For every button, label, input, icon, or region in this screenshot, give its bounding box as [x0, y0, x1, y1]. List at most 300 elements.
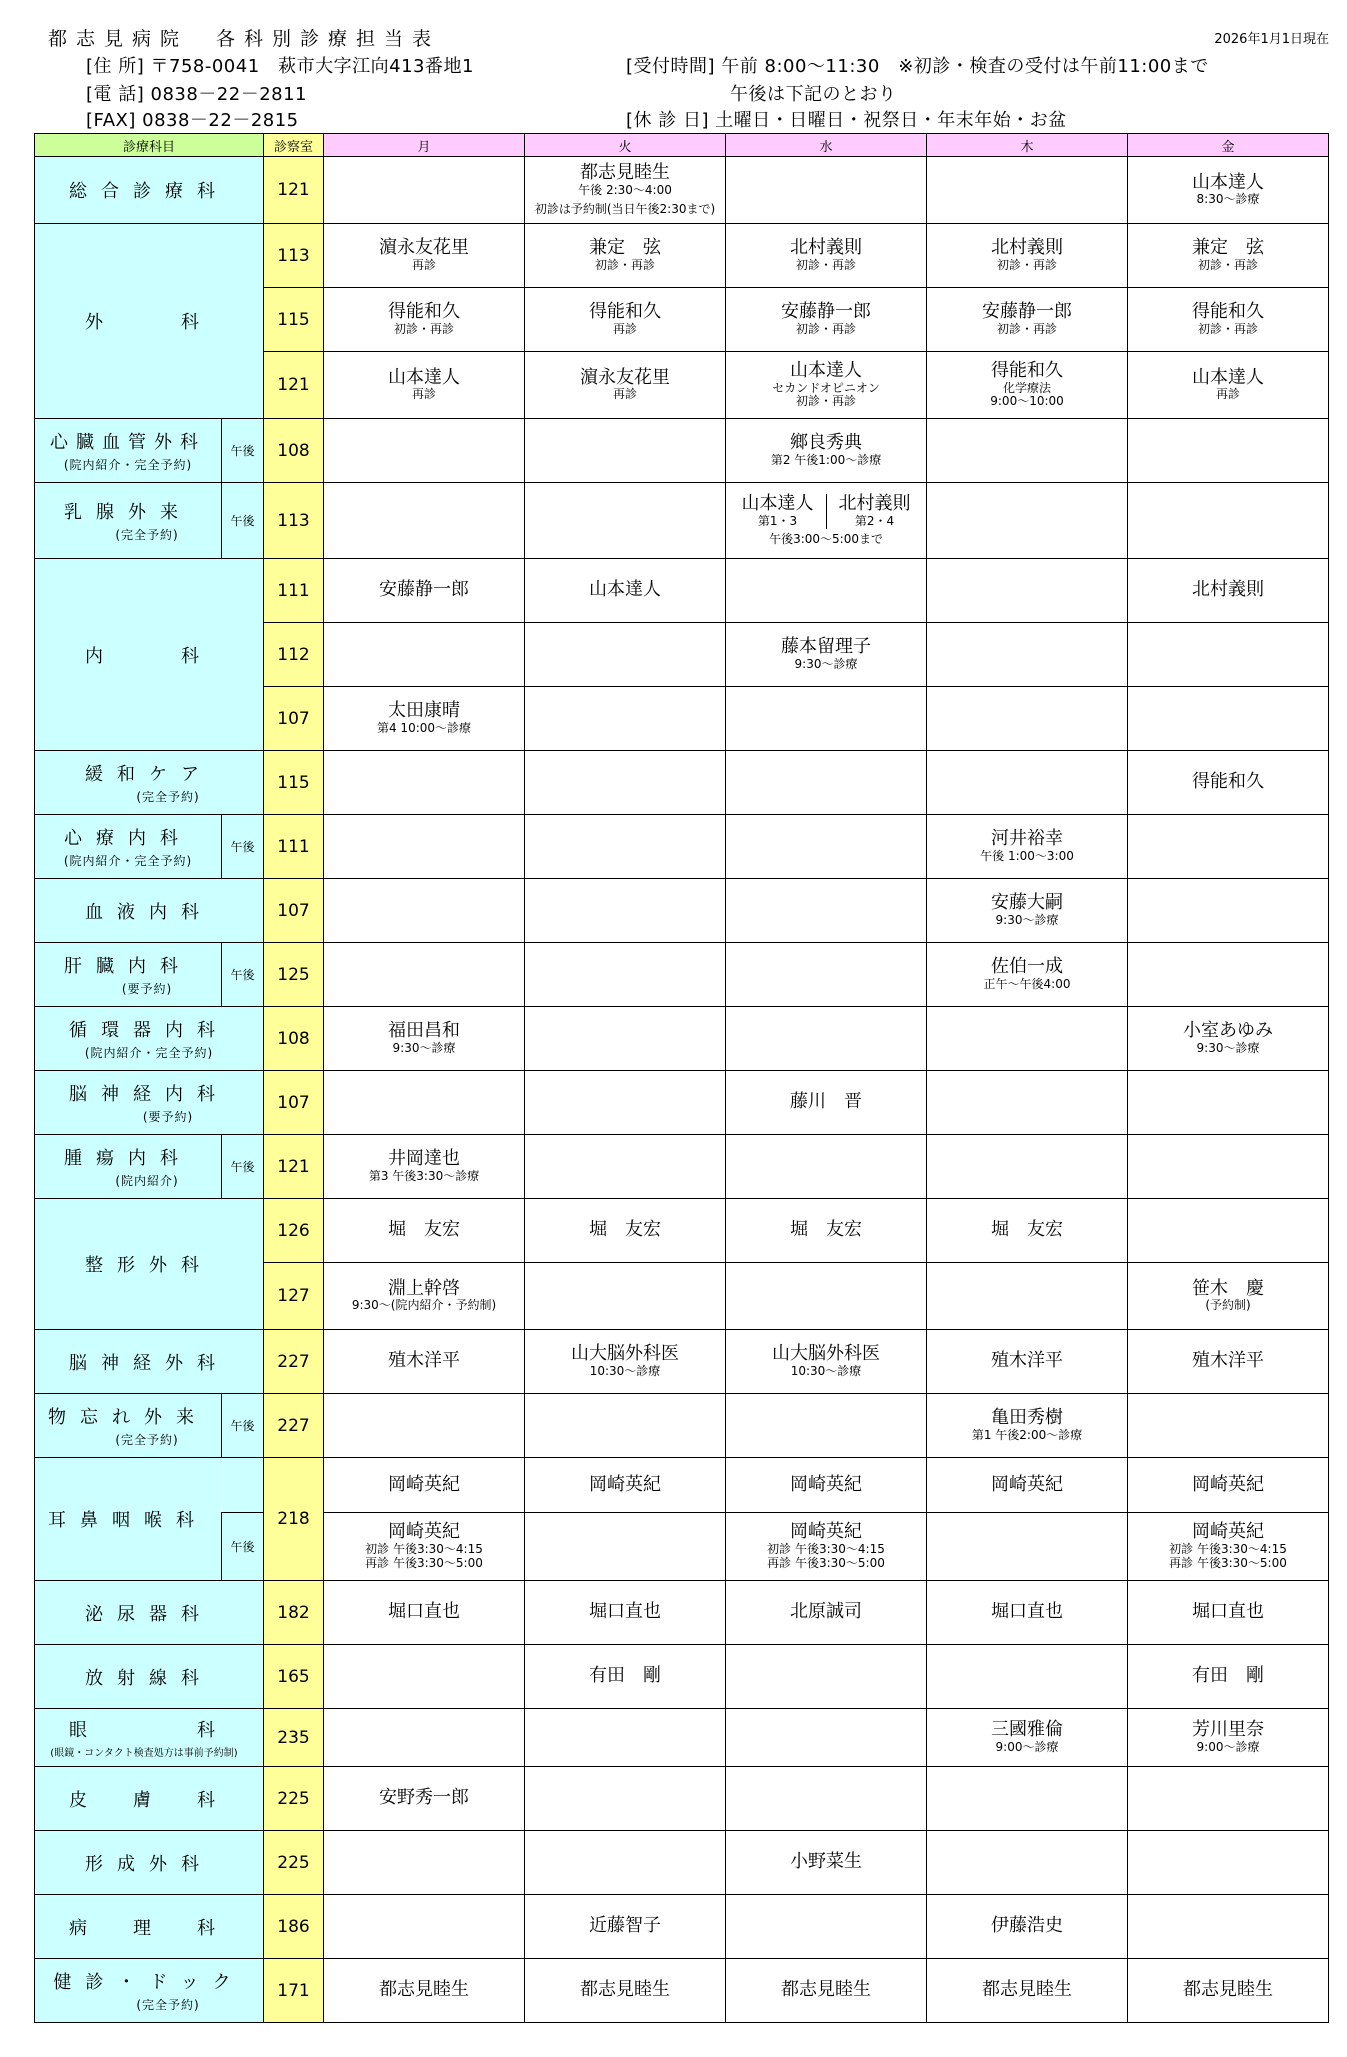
doctor-name: 山本達人: [589, 579, 662, 601]
table-row: [35, 1458, 1329, 1513]
cell-thu: [927, 687, 1128, 751]
doctor-name: 安藤静一郎: [781, 301, 872, 323]
cell-note: 初診・再診: [997, 321, 1058, 336]
table-row: [35, 1135, 1329, 1199]
cell-tue: [525, 687, 726, 751]
cell-mon: [324, 559, 525, 623]
doctor-name: 堀口直也: [388, 1601, 461, 1623]
cell-thu: [927, 1263, 1128, 1330]
doctor-name: 堀 友宏: [388, 1219, 461, 1241]
table-header-row: [35, 134, 1329, 157]
dept-name: [35, 1709, 264, 1767]
cell-mon: [324, 1263, 525, 1330]
table-row: [35, 157, 1329, 224]
dept-subnote: (院内紹介・完全予約): [63, 854, 193, 868]
cell-thu: [927, 352, 1128, 419]
table-row: [35, 943, 1329, 1007]
cell-wed: [726, 1263, 927, 1330]
cell-note: 10:30～診療: [589, 1363, 661, 1378]
dept-name: [35, 483, 222, 559]
cell-note: 初診・再診: [1198, 257, 1259, 272]
table-row: [35, 559, 1329, 623]
cell-fri: [1128, 288, 1329, 352]
cell-fri: [1128, 1895, 1329, 1959]
cell-wed: [726, 1458, 927, 1513]
cell-note: 第2 午後1:00～診療: [770, 452, 882, 467]
cell-wed: [726, 1645, 927, 1709]
table-row: [35, 419, 1329, 483]
dept-name: 内 科: [35, 559, 264, 751]
cell-fri: [1128, 1135, 1329, 1199]
cell-fri: [1128, 1330, 1329, 1394]
doctor-name: 兼定 弦: [589, 237, 662, 259]
cell-wed: [726, 623, 927, 687]
cell-tue: [525, 1135, 726, 1199]
cell-wed: [726, 1330, 927, 1394]
cell-mon: [324, 419, 525, 483]
cell-wed: [726, 483, 927, 559]
dept-name: [35, 751, 264, 815]
doctor-name: 河井裕幸: [991, 828, 1064, 850]
table-row: [35, 1199, 1329, 1263]
doctor-name: 三國雅倫: [991, 1719, 1064, 1741]
room-number: 165: [264, 1645, 324, 1709]
table-row: [35, 483, 1329, 559]
room-number: 115: [264, 751, 324, 815]
cell-wed: [726, 751, 927, 815]
cell-fri: [1128, 1394, 1329, 1458]
table-row: [35, 1071, 1329, 1135]
dept-subnote: (院内紹介・完全予約): [84, 1046, 214, 1060]
doctor-name: 亀田秀樹: [991, 1407, 1064, 1429]
dept-name: [35, 1394, 222, 1458]
room-number: 111: [264, 559, 324, 623]
cell-fri: [1128, 483, 1329, 559]
schedule-table: [34, 133, 1329, 2023]
cell-mon: [324, 1959, 525, 2023]
room-number: 227: [264, 1330, 324, 1394]
dept-name: 整形外科: [35, 1199, 264, 1330]
cell-note: 再診: [613, 321, 638, 336]
doctor-name: 北村義則: [1192, 579, 1265, 601]
cell-tue: [525, 157, 726, 224]
cell-tue: [525, 943, 726, 1007]
room-number: 227: [264, 1394, 324, 1458]
cell-mon: [324, 1581, 525, 1645]
table-row: [35, 1709, 1329, 1767]
room-number: 111: [264, 815, 324, 879]
room-number: 218: [264, 1458, 324, 1581]
doctor-name: 山本達人: [790, 359, 863, 381]
room-number: 125: [264, 943, 324, 1007]
cell-note: 初診 午後3:30～4:15: [767, 1542, 885, 1557]
cell-note: (予約制): [1205, 1298, 1251, 1313]
cell-note: 初診・再診: [394, 321, 455, 336]
cell-thu: [927, 288, 1128, 352]
cell-wed: [726, 1071, 927, 1135]
doctor-name: 有田 剛: [1192, 1665, 1265, 1687]
cell-mon: [324, 1895, 525, 1959]
dept-name: 総合診療科: [35, 157, 264, 224]
cell-thu: [927, 419, 1128, 483]
cell-wed: [726, 419, 927, 483]
cell-note: 第4 10:00～診療: [376, 720, 472, 735]
split-left: [730, 494, 827, 528]
cell-thu: [927, 157, 1128, 224]
dept-subnote: (院内紹介): [115, 1174, 179, 1188]
cell-fri: [1128, 751, 1329, 815]
doctor-name: 山本達人: [388, 366, 461, 388]
doctor-name: 佐伯一成: [991, 956, 1064, 978]
doctor-name: 山本達人: [1192, 366, 1265, 388]
doctor-name: 得能和久: [589, 301, 662, 323]
room-number: 108: [264, 419, 324, 483]
dept-subnote: (院内紹介・完全予約): [63, 458, 193, 472]
cell-mon: [324, 1394, 525, 1458]
phone: [電 話] 0838－22－2811: [86, 84, 308, 105]
cell-mon: [324, 157, 525, 224]
dept-name: [35, 943, 222, 1007]
dept-name: [35, 1959, 264, 2023]
cell-thu: [927, 879, 1128, 943]
cell-tue: [525, 1831, 726, 1895]
col-thu: 木: [927, 134, 1128, 157]
cell-fri: [1128, 623, 1329, 687]
cell-note: セカンドオピニオン: [772, 380, 880, 395]
doctor-name: 兼定 弦: [1192, 237, 1265, 259]
doctor-name: 都志見睦生: [580, 161, 671, 183]
cell-tue: [525, 1767, 726, 1831]
cell-note: 正午～午後4:00: [983, 976, 1071, 991]
cell-note: 10:30～診療: [790, 1363, 862, 1378]
doctor-name: 堀 友宏: [790, 1219, 863, 1241]
cell-thu: [927, 1007, 1128, 1071]
doctor-name: 福田昌和: [388, 1020, 461, 1042]
room-number: 182: [264, 1581, 324, 1645]
table-row: [35, 1645, 1329, 1709]
col-fri: 金: [1128, 134, 1329, 157]
cell-wed: [726, 1135, 927, 1199]
doctor-name: 得能和久: [991, 359, 1064, 381]
cell-thu: [927, 1135, 1128, 1199]
cell-tue: [525, 1513, 726, 1581]
doctor-name: 堀 友宏: [991, 1219, 1064, 1241]
afternoon-tag: 午後: [222, 1135, 264, 1199]
cell-mon: [324, 1513, 525, 1581]
dept-name: 泌尿器科: [35, 1581, 264, 1645]
cell-tue: [525, 352, 726, 419]
dept-name: [35, 1135, 222, 1199]
cell-fri: [1128, 687, 1329, 751]
doctor-name: 岡崎英紀: [388, 1473, 461, 1495]
room-number: 113: [264, 224, 324, 288]
room-number: 127: [264, 1263, 324, 1330]
dept-name: 脳神経外科: [35, 1330, 264, 1394]
cell-tue: [525, 623, 726, 687]
table-row: [35, 1007, 1329, 1071]
doctor-name: 濵永友花里: [379, 237, 470, 259]
cell-note: 第2・4: [854, 514, 895, 529]
cell-thu: [927, 1581, 1128, 1645]
afternoon-tag: 午後: [222, 1513, 264, 1581]
cell-note: 再診: [412, 257, 437, 272]
doctor-name: 笹木 慶: [1192, 1277, 1265, 1299]
cell-thu: [927, 1709, 1128, 1767]
doctor-name: 芳川里奈: [1192, 1719, 1265, 1741]
doctor-name: 北村義則: [991, 237, 1064, 259]
cell-fri: [1128, 1581, 1329, 1645]
dept-label: 循環器内科: [69, 1020, 229, 1041]
room-number: 107: [264, 1071, 324, 1135]
cell-thu: [927, 623, 1128, 687]
cell-mon: [324, 623, 525, 687]
cell-mon: [324, 1767, 525, 1831]
cell-fri: [1128, 224, 1329, 288]
cell-note: 初診・再診: [796, 257, 857, 272]
cell-mon: [324, 815, 525, 879]
cell-tue: [525, 815, 726, 879]
doctor-name: 藤川 晋: [790, 1091, 863, 1113]
closed-days: [休 診 日] 土曜日・日曜日・祝祭日・年末年始・お盆: [626, 110, 1067, 131]
dept-label: 脳神経内科: [69, 1084, 229, 1105]
room-number: 115: [264, 288, 324, 352]
cell-mon: [324, 1458, 525, 1513]
cell-note: 9:00～10:00: [990, 394, 1064, 409]
cell-fri: [1128, 1513, 1329, 1581]
doctor-name: 岡崎英紀: [1192, 1521, 1265, 1543]
cell-note: 初診は予約制(当日午後2:30まで): [534, 202, 716, 217]
cell-tue: [525, 879, 726, 943]
doctor-name: 岡崎英紀: [790, 1473, 863, 1495]
doctor-name: 得能和久: [1192, 771, 1265, 793]
cell-wed: [726, 288, 927, 352]
dept-subnote: (眼鏡・コンタクト検査処方は事前予約制): [50, 1748, 238, 1759]
cell-tue: [525, 1709, 726, 1767]
reception-hours: [受付時間] 午前 8:00～11:30 ※初診・検査の受付は午前11:00まで: [626, 56, 1209, 77]
cell-note: 再診: [412, 387, 437, 402]
cell-thu: [927, 1199, 1128, 1263]
doctor-name: 堀口直也: [991, 1601, 1064, 1623]
afternoon-tag: 午後: [222, 943, 264, 1007]
cell-fri: [1128, 1458, 1329, 1513]
cell-note: 9:00～診療: [1196, 1739, 1260, 1754]
cell-wed: [726, 1831, 927, 1895]
cell-mon: [324, 1709, 525, 1767]
cell-mon: [324, 1831, 525, 1895]
doctor-name: 山本達人: [1192, 171, 1265, 193]
dept-label: 物忘れ外来: [48, 1407, 208, 1428]
cell-mon: [324, 879, 525, 943]
doctor-name: 殖木洋平: [1192, 1350, 1265, 1372]
doctor-name: 都志見睦生: [580, 1979, 671, 2001]
doctor-name: 近藤智子: [589, 1915, 662, 1937]
cell-mon: [324, 224, 525, 288]
cell-wed: [726, 1394, 927, 1458]
dept-label: 健診・ドック: [53, 1972, 245, 1993]
doctor-name: 都志見睦生: [982, 1979, 1073, 2001]
cell-note: 再診 午後3:30～5:00: [767, 1555, 885, 1570]
dept-label: 緩和ケア: [85, 764, 213, 785]
table-row: [35, 1394, 1329, 1458]
cell-note: 初診・再診: [997, 257, 1058, 272]
cell-tue: [525, 1394, 726, 1458]
cell-mon: [324, 751, 525, 815]
dept-label: 心臓血管外科: [50, 432, 206, 453]
dept-name: 血液内科: [35, 879, 264, 943]
dept-spacer: [222, 1458, 264, 1513]
room-number: 108: [264, 1007, 324, 1071]
dept-label: 乳腺外来: [64, 502, 192, 523]
doctor-name: 有田 剛: [589, 1665, 662, 1687]
cell-fri: [1128, 1767, 1329, 1831]
cell-wed: [726, 1767, 927, 1831]
dept-subnote: (完全予約): [115, 1433, 179, 1447]
cell-note: 再診 午後3:30～5:00: [1169, 1555, 1287, 1570]
dept-name: 形成外科: [35, 1831, 264, 1895]
cell-wed: [726, 687, 927, 751]
room-number: 225: [264, 1831, 324, 1895]
dept-label: 心療内科: [64, 828, 192, 849]
cell-fri: [1128, 157, 1329, 224]
cell-note: 第1・3: [757, 514, 798, 529]
cell-note: 午後 2:30～4:00: [578, 182, 672, 197]
cell-tue: [525, 224, 726, 288]
doctor-name: 安藤静一郎: [982, 301, 1073, 323]
cell-thu: [927, 559, 1128, 623]
doctor-name: 殖木洋平: [991, 1350, 1064, 1372]
table-row: [35, 1330, 1329, 1394]
cell-mon: [324, 1135, 525, 1199]
table-row: [35, 1513, 1329, 1581]
cell-tue: [525, 419, 726, 483]
cell-fri: [1128, 1263, 1329, 1330]
cell-note: 9:30～(院内紹介・予約制): [351, 1298, 497, 1313]
cell-mon: [324, 943, 525, 1007]
cell-tue: [525, 1071, 726, 1135]
cell-mon: [324, 1330, 525, 1394]
afternoon-tag: 午後: [222, 1394, 264, 1458]
dept-subnote: (要予約): [142, 1110, 194, 1124]
cell-thu: [927, 1330, 1128, 1394]
doctor-name: 山大脳外科医: [571, 1343, 680, 1365]
cell-wed: [726, 1581, 927, 1645]
page-title: 都志見病院 各科別診療担当表: [48, 28, 441, 50]
cell-fri: [1128, 1831, 1329, 1895]
cell-tue: [525, 1895, 726, 1959]
cell-fri: [1128, 1007, 1329, 1071]
cell-fri: [1128, 1645, 1329, 1709]
doctor-name: 岡崎英紀: [790, 1521, 863, 1543]
cell-thu: [927, 1394, 1128, 1458]
doctor-name: 北村義則: [790, 237, 863, 259]
cell-wed: [726, 1007, 927, 1071]
cell-wed: [726, 815, 927, 879]
cell-note: 8:30～診療: [1196, 192, 1260, 207]
cell-mon: [324, 1071, 525, 1135]
cell-tue: [525, 1199, 726, 1263]
doctor-name: 山大脳外科医: [772, 1343, 881, 1365]
afternoon-tag: 午後: [222, 419, 264, 483]
room-number: 126: [264, 1199, 324, 1263]
cell-thu: [927, 1645, 1128, 1709]
cell-fri: [1128, 1959, 1329, 2023]
cell-wed: [726, 1199, 927, 1263]
dept-name: 皮 膚 科: [35, 1767, 264, 1831]
col-mon: 月: [324, 134, 525, 157]
cell-thu: [927, 1767, 1128, 1831]
cell-mon: [324, 1199, 525, 1263]
cell-note: 化学療法: [1003, 380, 1052, 395]
dept-subnote: (完全予約): [136, 790, 200, 804]
cell-tue: [525, 288, 726, 352]
doctor-name: 堀口直也: [589, 1601, 662, 1623]
cell-mon: [324, 352, 525, 419]
dept-name: 耳鼻咽喉科: [35, 1458, 222, 1581]
cell-thu: [927, 1959, 1128, 2023]
doctor-name: 淵上幹啓: [388, 1277, 461, 1299]
room-number: 235: [264, 1709, 324, 1767]
cell-thu: [927, 1513, 1128, 1581]
doctor-name: 堀 友宏: [589, 1219, 662, 1241]
as-of-date: 2026年1月1日現在: [1214, 32, 1329, 47]
cell-wed: [726, 352, 927, 419]
room-number: 107: [264, 879, 324, 943]
doctor-name: 安藤静一郎: [379, 579, 470, 601]
doctor-name: 岡崎英紀: [589, 1473, 662, 1495]
cell-tue: [525, 1007, 726, 1071]
doctor-name: 都志見睦生: [1183, 1979, 1274, 2001]
room-number: 121: [264, 157, 324, 224]
cell-tue: [525, 1581, 726, 1645]
room-number: 107: [264, 687, 324, 751]
doctor-name: 北原誠司: [790, 1601, 863, 1623]
col-tue: 火: [525, 134, 726, 157]
cell-note: 9:30～診療: [995, 912, 1059, 927]
cell-wed: [726, 559, 927, 623]
cell-mon: [324, 687, 525, 751]
cell-mon: [324, 483, 525, 559]
cell-mon: [324, 1645, 525, 1709]
cell-fri: [1128, 352, 1329, 419]
dept-name: [35, 1071, 264, 1135]
doctor-name: 岡崎英紀: [991, 1473, 1064, 1495]
cell-tue: [525, 751, 726, 815]
cell-note: 再診: [1216, 387, 1241, 402]
doctor-name: 濵永友花里: [580, 366, 671, 388]
doctor-name: 小野菜生: [790, 1851, 863, 1873]
cell-fri: [1128, 419, 1329, 483]
cell-tue: [525, 1959, 726, 2023]
cell-tue: [525, 1458, 726, 1513]
doctor-name: 山本達人: [741, 493, 814, 515]
col-dept: 診療科目: [35, 134, 264, 157]
cell-fri: [1128, 1199, 1329, 1263]
cell-note: 初診・再診: [595, 257, 656, 272]
table-row: [35, 879, 1329, 943]
cell-thu: [927, 224, 1128, 288]
col-room: 診察室: [264, 134, 324, 157]
cell-note: 初診・再診: [1198, 321, 1259, 336]
cell-thu: [927, 815, 1128, 879]
cell-thu: [927, 1831, 1128, 1895]
table-row: [35, 751, 1329, 815]
cell-note: 午後 1:00～3:00: [980, 848, 1074, 863]
cell-thu: [927, 1895, 1128, 1959]
table-row: [35, 224, 1329, 288]
cell-tue: [525, 559, 726, 623]
cell-note: 初診・再診: [796, 321, 857, 336]
cell-wed: [726, 879, 927, 943]
